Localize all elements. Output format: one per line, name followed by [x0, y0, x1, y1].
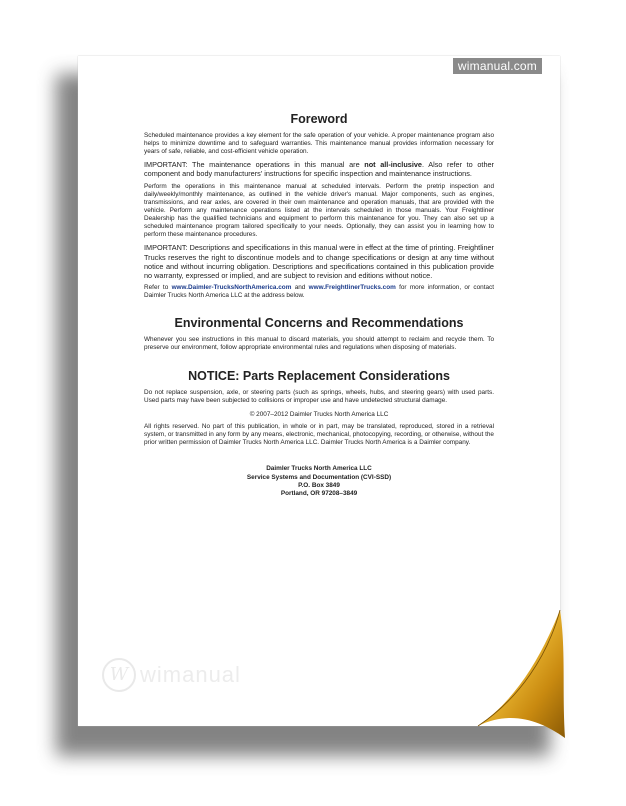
address-line-1: Daimler Trucks North America LLC [266, 465, 372, 473]
freightliner-link[interactable]: www.FreightlinerTrucks.com [308, 284, 396, 292]
foreword-paragraph-2 [144, 160, 494, 178]
notice-paragraph: Do not replace suspension, axle, or steering parts (such as springs, wheels, hubs, and steering gears) with used parts. Used parts may have been subjected to collisions or improper use and have undetected structural damage. [144, 388, 494, 404]
address-line-3: P.O. Box 3849 [298, 481, 340, 489]
p5-text-pre: Refer to [144, 284, 172, 292]
foreword-paragraph-4: IMPORTANT: Descriptions and specifications in this manual were in effect at the time of printing. Freightliner Trucks reserves the right to discontinue models and to change specifications or design at any time without notice and without incurring obligation. Descriptions and specifications contained in this publication provide no warranty, expressed or implied, and are subject to revision and editions without notice. [144, 243, 494, 280]
page-curl-icon [470, 610, 570, 740]
address-line-4: Portland, OR 97208–3849 [280, 490, 358, 498]
daimler-link[interactable]: www.Daimler-TrucksNorthAmerica.com [171, 284, 292, 292]
p2-text-pre: IMPORTANT: The maintenance operations in this manual are [144, 160, 365, 170]
rights-paragraph: All rights reserved. No part of this publication, in whole or in part, may be translated, reproduced, stored in a retrieval system, or transmitted in any form by any means, electronic, mechanical, photocopying, recording, or otherwise, without the prior written permission of Daimler Trucks North America LLC. Daimler Trucks North America is a Daimler company. [144, 422, 494, 446]
logo-watermark-text: wimanual [140, 662, 241, 687]
address-line-2: Service Systems and Documentation (CVI-SSD) [246, 473, 392, 481]
p2-bold: not all-inclusive [364, 160, 422, 170]
foreword-paragraph-5 [144, 284, 494, 300]
logo-circle-icon: W [102, 658, 136, 692]
p5-text-mid: and [291, 284, 309, 292]
p5-text-post: for more information, or contact Daimler Trucks North America LLC at the address below. [144, 284, 495, 300]
foreword-title: Foreword [290, 112, 348, 126]
copyright-line: © 2007–2012 Daimler Trucks North America LLC [249, 410, 389, 418]
foreword-paragraph-3: Perform the operations in this maintenance manual at scheduled intervals. Perform the pretrip inspection and daily/weekly/monthly maintenance, as outlined in the vehicle driver's manual. Major components, such as engines, transmissions, and rear axles, are covered in their own maintenance and operation manuals, that are provided with the vehicle. Perform any maintenance operations listed at the intervals scheduled in those manuals. Your Freightliner Dealership has the qualified technicians and equipment to perform this maintenance for you. They can also set up a scheduled maintenance program tailored specifically to your needs. Optionally, they can assist you in learning how to perform these maintenance procedures. [144, 182, 494, 239]
p2-text-post: . Also refer to other component and body manufacturers' instructions for specific inspection and maintenance instructions. [144, 160, 494, 179]
page-content [144, 112, 494, 499]
address-block [144, 465, 494, 499]
logo-watermark [102, 656, 262, 696]
notice-title: NOTICE: Parts Replacement Considerations [188, 368, 450, 383]
site-watermark: wimanual.com [453, 58, 542, 74]
foreword-paragraph-1: Scheduled maintenance provides a key element for the safe operation of your vehicle. A proper maintenance program also helps to minimize downtime and to safeguard warranties. This maintenance manual provides information necessary for years of safe, reliable, and cost-efficient vehicle operation. [144, 132, 494, 156]
environmental-paragraph: Whenever you see instructions in this manual to discard materials, you should attempt to reclaim and recycle them. To preserve our environment, follow appropriate environmental rules and regulations when disposing of materials. [144, 336, 494, 352]
environmental-title: Environmental Concerns and Recommendations [174, 316, 464, 331]
